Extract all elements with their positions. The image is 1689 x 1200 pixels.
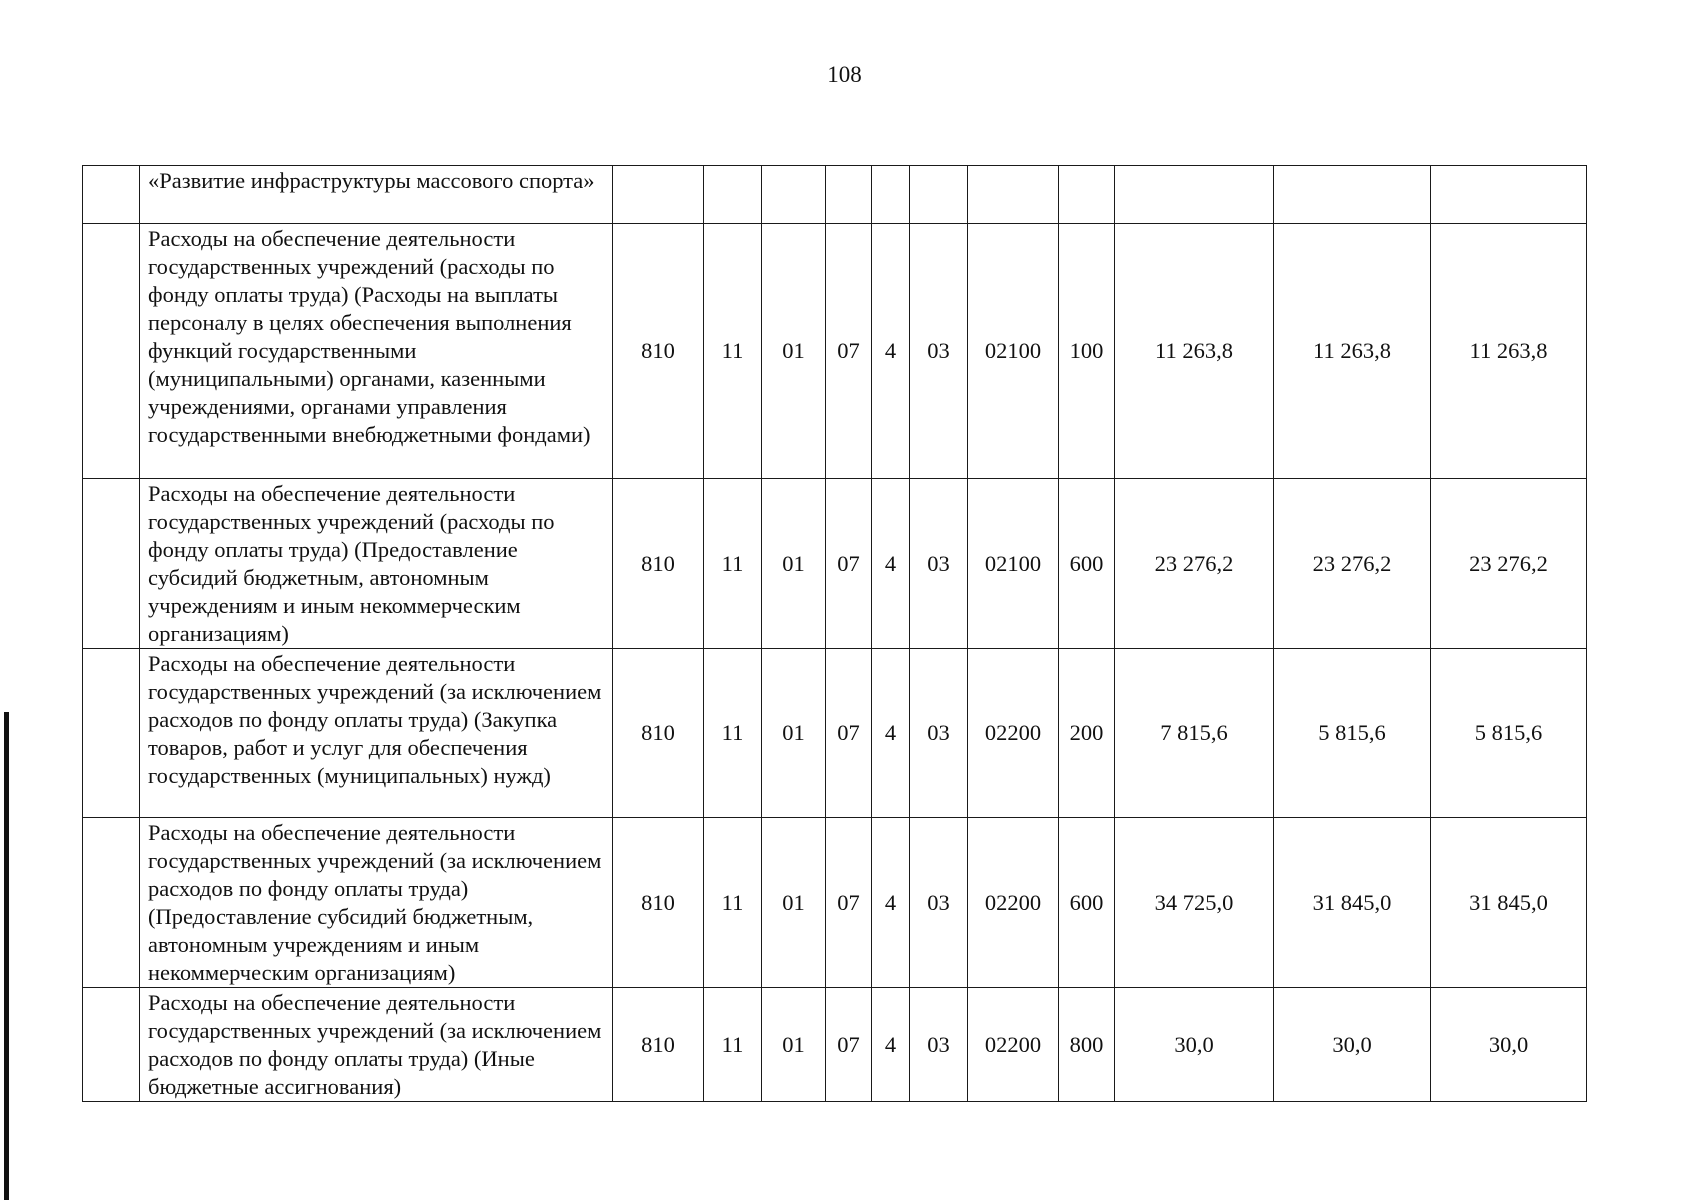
code-direction: 02100: [968, 224, 1059, 479]
row-description: Расходы на обеспечение деятельности государственных учреждений (за исключением расходов по фонду оплаты труда) (Иные бюджетные ассигнования): [140, 988, 613, 1102]
table-cell-empty: [762, 166, 826, 224]
code-program-type: 4: [872, 479, 910, 649]
row-description: Расходы на обеспечение деятельности государственных учреждений (за исключением расходов по фонду оплаты труда) (Предоставление субсидий бюджетным, автономным учреждениям и иным некоммерческим организациям): [140, 818, 613, 988]
table-cell-empty: [1431, 166, 1587, 224]
scan-edge-bar: [4, 712, 9, 1200]
code-subsection: 01: [762, 479, 826, 649]
code-program: 07: [826, 818, 872, 988]
table-cell-empty: [910, 166, 968, 224]
code-program: 07: [826, 649, 872, 818]
table-cell-empty: [1059, 166, 1115, 224]
amount-3: 11 263,8: [1431, 224, 1587, 479]
amount-2: 11 263,8: [1274, 224, 1431, 479]
code-section: 11: [704, 649, 762, 818]
code-expense-type: 200: [1059, 649, 1115, 818]
table-cell-empty: [704, 166, 762, 224]
table-row: [83, 224, 1587, 479]
table-row: [83, 818, 1587, 988]
table-cell-empty: [1274, 166, 1431, 224]
code-expense-type: 100: [1059, 224, 1115, 479]
code-ministry: 810: [613, 818, 704, 988]
code-program: 07: [826, 479, 872, 649]
code-ministry: 810: [613, 224, 704, 479]
row-description: Расходы на обеспечение деятельности государственных учреждений (за исключением расходов по фонду оплаты труда) (Закупка товаров, работ и услуг для обеспечения государственных (муниципальных) нужд): [140, 649, 613, 818]
code-subprogram: 03: [910, 649, 968, 818]
table-cell-empty: [83, 166, 140, 224]
budget-table: [82, 165, 1587, 1102]
table-cell-empty: [613, 166, 704, 224]
amount-3: 31 845,0: [1431, 818, 1587, 988]
code-expense-type: 600: [1059, 818, 1115, 988]
table-cell-empty: [1115, 166, 1274, 224]
table-cell-empty: [83, 479, 140, 649]
amount-2: 30,0: [1274, 988, 1431, 1102]
code-subprogram: 03: [910, 479, 968, 649]
amount-2: 31 845,0: [1274, 818, 1431, 988]
code-program: 07: [826, 988, 872, 1102]
code-section: 11: [704, 818, 762, 988]
code-program-type: 4: [872, 818, 910, 988]
table-cell-empty: [83, 224, 140, 479]
amount-2: 23 276,2: [1274, 479, 1431, 649]
amount-1: 34 725,0: [1115, 818, 1274, 988]
table-row: [83, 988, 1587, 1102]
table-section-row: [83, 166, 1587, 224]
amount-3: 30,0: [1431, 988, 1587, 1102]
table-cell-empty: [83, 649, 140, 818]
code-direction: 02200: [968, 818, 1059, 988]
row-description: Расходы на обеспечение деятельности государственных учреждений (расходы по фонду оплаты труда) (Предоставление субсидий бюджетным, автономным учреждениям и иным некоммерческим организациям): [140, 479, 613, 649]
code-subprogram: 03: [910, 818, 968, 988]
code-program-type: 4: [872, 649, 910, 818]
page-number: 108: [827, 62, 862, 87]
table-cell-empty: [968, 166, 1059, 224]
code-subsection: 01: [762, 649, 826, 818]
table-cell-empty: [83, 988, 140, 1102]
code-direction: 02100: [968, 479, 1059, 649]
table-cell-empty: [826, 166, 872, 224]
amount-1: 30,0: [1115, 988, 1274, 1102]
code-subsection: 01: [762, 224, 826, 479]
row-description: Расходы на обеспечение деятельности государственных учреждений (расходы по фонду оплаты труда) (Расходы на выплаты персоналу в целях обеспечения выполнения функций государственными (муниципальными) органами, казенными учреждениями, органами управления государственными внебюджетными фондами): [140, 224, 613, 479]
amount-1: 23 276,2: [1115, 479, 1274, 649]
amount-3: 23 276,2: [1431, 479, 1587, 649]
table-cell-empty: [872, 166, 910, 224]
code-subsection: 01: [762, 818, 826, 988]
code-section: 11: [704, 988, 762, 1102]
code-direction: 02200: [968, 988, 1059, 1102]
code-program: 07: [826, 224, 872, 479]
code-ministry: 810: [613, 479, 704, 649]
amount-1: 7 815,6: [1115, 649, 1274, 818]
code-program-type: 4: [872, 988, 910, 1102]
table-cell-empty: [83, 818, 140, 988]
table-row: [83, 649, 1587, 818]
code-subprogram: 03: [910, 988, 968, 1102]
amount-2: 5 815,6: [1274, 649, 1431, 818]
code-program-type: 4: [872, 224, 910, 479]
code-ministry: 810: [613, 988, 704, 1102]
table-row: [83, 479, 1587, 649]
section-title: «Развитие инфраструктуры массового спорта»: [140, 166, 613, 224]
code-subprogram: 03: [910, 224, 968, 479]
code-expense-type: 800: [1059, 988, 1115, 1102]
code-ministry: 810: [613, 649, 704, 818]
amount-3: 5 815,6: [1431, 649, 1587, 818]
code-subsection: 01: [762, 988, 826, 1102]
code-section: 11: [704, 224, 762, 479]
code-direction: 02200: [968, 649, 1059, 818]
code-section: 11: [704, 479, 762, 649]
amount-1: 11 263,8: [1115, 224, 1274, 479]
code-expense-type: 600: [1059, 479, 1115, 649]
